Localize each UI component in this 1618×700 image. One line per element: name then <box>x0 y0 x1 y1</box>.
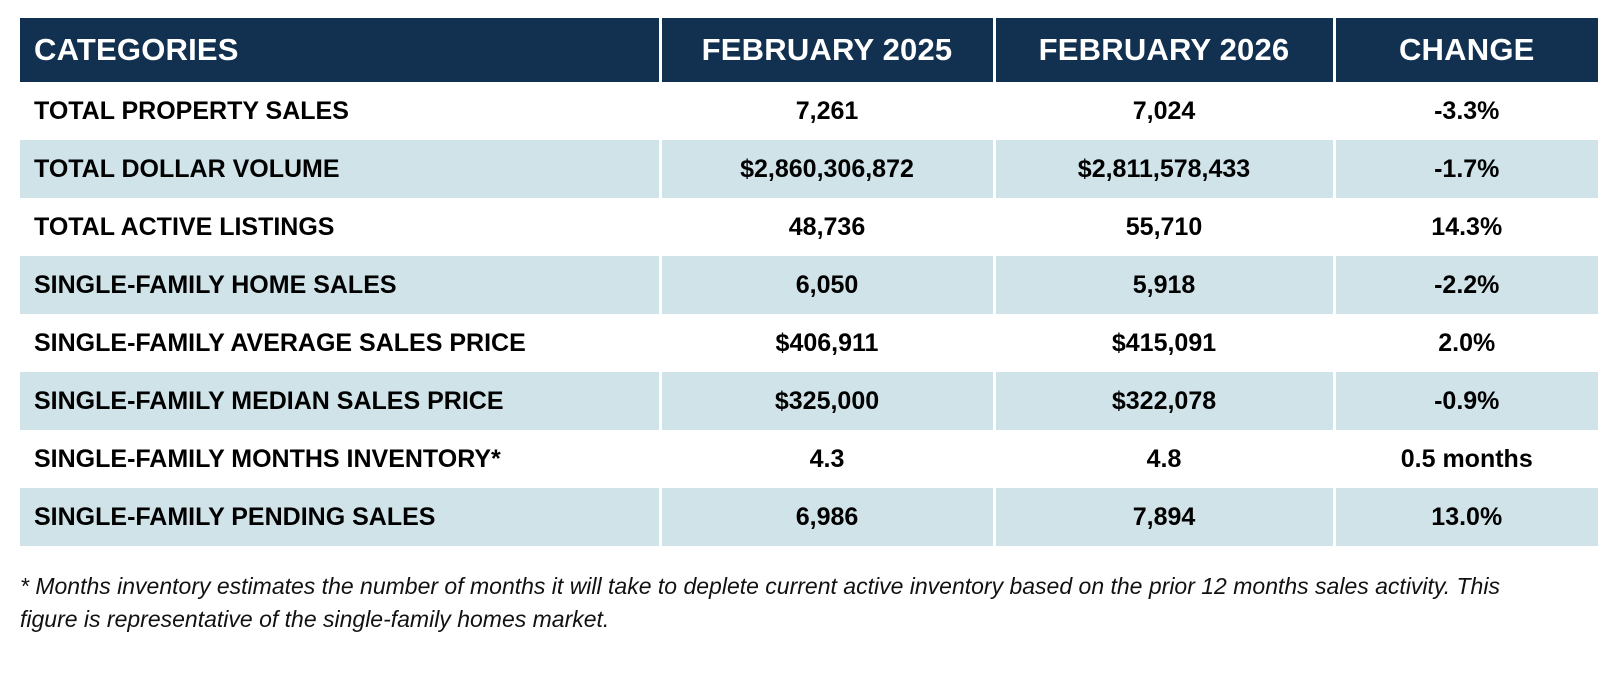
row-current-value: 7,024 <box>994 82 1334 140</box>
column-header-current-period: FEBRUARY 2026 <box>994 18 1334 82</box>
row-previous-value: 6,050 <box>660 256 994 314</box>
row-current-value: $322,078 <box>994 372 1334 430</box>
column-header-change: CHANGE <box>1334 18 1598 82</box>
row-change-value: 14.3% <box>1334 198 1598 256</box>
row-previous-value: 4.3 <box>660 430 994 488</box>
row-current-value: $415,091 <box>994 314 1334 372</box>
row-current-value: 5,918 <box>994 256 1334 314</box>
table-footnote: * Months inventory estimates the number of months it will take to deplete current active inventory based on the prior 12 months sales activity. This figure is representative of the single-family homes market. <box>20 573 1500 633</box>
row-change-value: 13.0% <box>1334 488 1598 546</box>
column-header-categories: CATEGORIES <box>20 18 660 82</box>
row-category-label: TOTAL ACTIVE LISTINGS <box>20 198 660 256</box>
row-previous-value: $325,000 <box>660 372 994 430</box>
row-change-value: -0.9% <box>1334 372 1598 430</box>
table-row <box>20 488 1598 546</box>
row-category-label: SINGLE-FAMILY HOME SALES <box>20 256 660 314</box>
table-row <box>20 82 1598 140</box>
table-header-row <box>20 18 1598 82</box>
table-row <box>20 140 1598 198</box>
table-row <box>20 430 1598 488</box>
row-change-value: -2.2% <box>1334 256 1598 314</box>
table-row <box>20 256 1598 314</box>
row-category-label: TOTAL PROPERTY SALES <box>20 82 660 140</box>
market-statistics-table <box>20 18 1598 546</box>
row-change-value: -3.3% <box>1334 82 1598 140</box>
row-previous-value: 7,261 <box>660 82 994 140</box>
table-row <box>20 198 1598 256</box>
table-row <box>20 314 1598 372</box>
table-row <box>20 372 1598 430</box>
row-current-value: $2,811,578,433 <box>994 140 1334 198</box>
row-category-label: SINGLE-FAMILY MEDIAN SALES PRICE <box>20 372 660 430</box>
row-current-value: 7,894 <box>994 488 1334 546</box>
row-category-label: SINGLE-FAMILY AVERAGE SALES PRICE <box>20 314 660 372</box>
row-category-label: SINGLE-FAMILY PENDING SALES <box>20 488 660 546</box>
row-previous-value: $2,860,306,872 <box>660 140 994 198</box>
row-previous-value: 48,736 <box>660 198 994 256</box>
row-change-value: -1.7% <box>1334 140 1598 198</box>
row-previous-value: 6,986 <box>660 488 994 546</box>
column-header-previous-period: FEBRUARY 2025 <box>660 18 994 82</box>
row-current-value: 55,710 <box>994 198 1334 256</box>
row-change-value: 2.0% <box>1334 314 1598 372</box>
table-body <box>20 82 1598 546</box>
table-header <box>20 18 1598 82</box>
row-category-label: SINGLE-FAMILY MONTHS INVENTORY* <box>20 430 660 488</box>
row-previous-value: $406,911 <box>660 314 994 372</box>
row-current-value: 4.8 <box>994 430 1334 488</box>
row-change-value: 0.5 months <box>1334 430 1598 488</box>
row-category-label: TOTAL DOLLAR VOLUME <box>20 140 660 198</box>
